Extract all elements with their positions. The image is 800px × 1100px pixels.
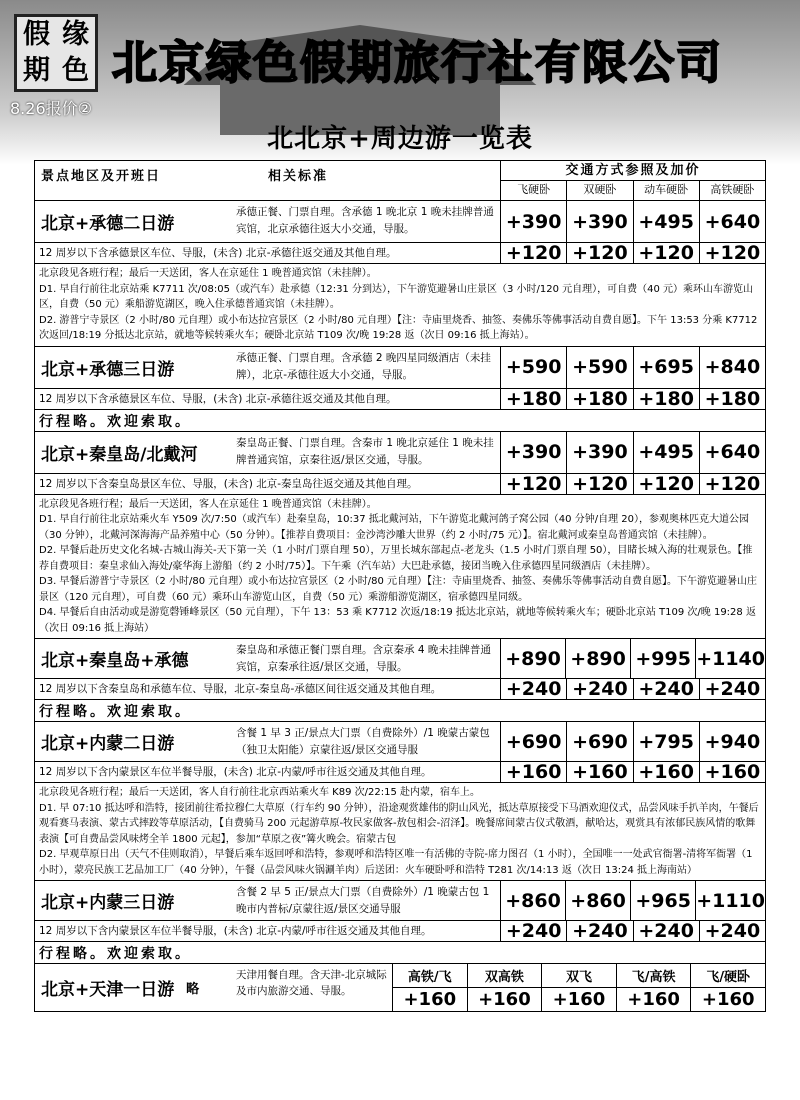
itinerary-line: 北京段见各班行程；最后一天送团，客人自行前往北京西站乘火车 K89 次/22:15 赴内蒙，宿车上。 (39, 787, 481, 798)
price-cell: +795 (633, 722, 699, 761)
tour-name: 北京+内蒙三日游 (41, 893, 175, 913)
tour-name: 北京+秦皇岛/北戴河 (41, 444, 198, 465)
child-price: +240 (566, 679, 632, 699)
tour-name: 北京+天津一日游 略 (41, 980, 200, 1000)
tour-desc: 秦皇岛和承德正餐门票自理。含京秦承 4 晚未挂牌普通宾馆，京秦承往返/景区交通，导服。 (236, 644, 491, 673)
tour-name: 北京+内蒙二日游 (41, 734, 175, 754)
itinerary-line: D1. 早 07:10 抵达呼和浩特，接团前往希拉穆仁大草原（行车约 90 分钟），沿途观赏雄伟的阴山风光，抵达草原接受下马酒欢迎仪式，品尝风味手扒羊肉，午餐后观看赛马表演、蒙古式摔跤等草原活动，【自费骑马 200 元起游草原-牧民家做客-敖包相会-沼泽】。晚餐席间蒙古仪式敬酒，献哈达，观赏具有浓郁民族风情的歌舞表演【可自费品尝风味烤全羊 1800 元起】，参加“草原之夜”篝火晚会。宿蒙古包 (39, 802, 759, 845)
tour-desc: 含餐 2 早 5 正/景点大门票（自费除外）/1 晚蒙古包 1 晚市内普标/京蒙往返/景区交通导服 (236, 886, 490, 915)
child-price: +240 (500, 921, 566, 941)
price-cell: +640 (699, 432, 765, 473)
tour-row (35, 639, 765, 679)
child-price: +120 (566, 474, 632, 494)
header-standard: 相关标准 (268, 169, 329, 184)
price-cell: +860 (500, 881, 565, 920)
itinerary-line: D1. 早自行前往北京站乘 K7711 次/08:05（或汽车）赴承德（12:31 分到达），下午游览避暑山庄景区（3 小时/120 元自理），可自费（40 元）乘环山车游览山区，自费（50 元）乘船游览湖区，晚入住承德普通宾馆（未挂牌）。 (39, 283, 754, 310)
company-name: 北京绿色假期旅行社有限公司 (112, 36, 724, 89)
child-price: +120 (500, 243, 566, 263)
price-cell: +690 (500, 722, 566, 761)
header-transport (500, 161, 765, 200)
tour-desc: 承德正餐、门票自理。含承德 1 晚北京 1 晚未挂牌普通宾馆，北京承德往返大小交通，导服。 (236, 206, 494, 235)
header-destination: 景点地区及开班日 (41, 169, 162, 184)
itinerary-line: D3. 早餐后游普宁寺景区（2 小时/80 元自理）或小布达拉宫景区（2 小时/80 元自理）【注：寺庙里烧香、抽签、奏佛乐等佛事活动自费自愿】。下午游览避暑山庄景区（120 元自理），可自费（60 元）乘环山车游览山区，自费（50 元）乘游船游览湖区，宿承德四星同级。 (39, 576, 758, 603)
logo-char: 色 (62, 55, 89, 86)
price-cell: +995 (630, 639, 695, 678)
child-note: 12 周岁以下含内蒙景区车位半餐导服，(未含) 北京-内蒙/呼市往返交通及其他自理。 (39, 925, 432, 937)
price-cell: +390 (500, 432, 566, 473)
price-cell: +640 (699, 201, 765, 242)
price-cell: +590 (500, 347, 566, 388)
table-header (35, 161, 765, 201)
tour-name: 北京+承德二日游 (41, 214, 175, 234)
itinerary-line: 北京段见各班行程；最后一天送团，客人在京延住 1 晚普通宾馆（未挂牌）。 (39, 268, 377, 279)
tour-table (34, 160, 766, 1012)
mode-label: 飞/高铁 (616, 964, 691, 988)
price-cell: +690 (566, 722, 632, 761)
price-cell: +1110 (695, 881, 765, 920)
mode-label: 飞/硬卧 (690, 964, 765, 988)
logo-char: 期 (23, 55, 50, 86)
tour-row (35, 432, 765, 474)
page-title: 北北京+周边游一览表 (267, 124, 533, 154)
price-cell: +390 (566, 432, 632, 473)
price-cell: +890 (500, 639, 565, 678)
child-price: +160 (500, 762, 566, 782)
price-cell: +160 (467, 988, 542, 1012)
child-price: +180 (699, 389, 765, 409)
tour-desc: 承德正餐、门票自理。含承德 2 晚四星同级酒店（未挂牌），北京-承德往返大小交通，导服。 (236, 351, 491, 381)
child-price: +240 (500, 679, 566, 699)
logo (14, 14, 98, 92)
tour-desc: 含餐 1 早 3 正/景点大门票（自费除外）/1 晚蒙古蒙包（独卫太阳能）京蒙往返/景区交通导服 (236, 727, 490, 756)
tour-name: 北京+承德三日游 (41, 359, 175, 380)
mode-label: 动车硬卧 (633, 181, 699, 200)
child-price: +180 (500, 389, 566, 409)
mode-label: 高铁/飞 (392, 964, 467, 988)
mode-label: 双高铁 (467, 964, 542, 988)
child-price: +160 (633, 762, 699, 782)
child-note: 12 周岁以下含秦皇岛和承德车位、导服，北京-秦皇岛-承德区间往返交通及其他自理。 (39, 683, 442, 695)
tour-row (35, 722, 765, 762)
child-price: +180 (633, 389, 699, 409)
price-cell: +1140 (695, 639, 765, 678)
child-note: 12 周岁以下含秦皇岛景区车位、导服，(未含) 北京-秦皇岛往返交通及其他自理。 (39, 477, 418, 490)
child-note: 12 周岁以下含承德景区车位、导服，(未含) 北京-承德往返交通及其他自理。 (39, 392, 397, 405)
itinerary-line: D2. 游普宁寺景区（2 小时/80 元自理）或小布达拉宫景区（2 小时/80 元自理）【注：寺庙里烧香、抽签、奏佛乐等佛事活动自费自愿】。下午 13:53 分乘 K7712 次返回/18:19 分抵达北京站，就地等候转乘火车；硬卧北京站 T109 次/晚 19:28 返（次日 09:16 抵上海站）。 (39, 314, 758, 341)
child-row (35, 243, 765, 264)
child-price: +120 (699, 243, 765, 263)
child-row (35, 389, 765, 410)
price-cell: +390 (500, 201, 566, 242)
price-tag: 8.26报价② (10, 99, 92, 118)
logo-char: 假 (23, 19, 50, 50)
price-cell: +495 (633, 432, 699, 473)
itinerary-brief: 行程略。欢迎索取。 (35, 700, 765, 722)
price-cell: +940 (699, 722, 765, 761)
price-cell: +965 (630, 881, 695, 920)
child-price: +240 (633, 921, 699, 941)
child-price: +240 (699, 921, 765, 941)
tour-row (35, 347, 765, 389)
itinerary (35, 783, 765, 881)
price-cell: +860 (565, 881, 630, 920)
mode-label: 飞硬卧 (517, 183, 551, 196)
child-price: +120 (699, 474, 765, 494)
price-cell: +160 (541, 988, 616, 1012)
tour-desc: 秦皇岛正餐、门票自理。含秦市 1 晚北京延住 1 晚未挂牌普通宾馆，京秦往返/景区交通，导服。 (236, 436, 494, 466)
child-price: +120 (566, 243, 632, 263)
tour-row (35, 881, 765, 921)
price-cell: +160 (690, 988, 765, 1012)
child-note: 12 周岁以下含内蒙景区车位半餐导服，(未含) 北京-内蒙/呼市往返交通及其他自理。 (39, 766, 432, 778)
child-row (35, 921, 765, 942)
child-row (35, 474, 765, 495)
child-row (35, 762, 765, 783)
itinerary-line: D4. 早餐后自由活动或是游览磬锤峰景区（50 元自理），下午 13：53 乘 K7712 次返/18:19 抵达北京站，就地等候转乘火车；硬卧北京站 T109 次/晚 19:28 返（次日 09:16 抵上海站） (39, 607, 756, 634)
tour-row (35, 201, 765, 243)
itinerary-line: D1. 早自行前往北京站乘火车 Y509 次/7:50（或汽车）赴秦皇岛，10:37 抵北戴河站，下午游览北戴河鸽子窝公园（40 分钟/自理 20），参观奥林匹克大道公园（30 分钟），北戴河深海海产品养殖中心（50 分钟）。【推荐自费项目：金沙湾沙雕大世界（约 2 小时/75 元）】。宿北戴河或秦皇岛普通宾馆（未挂牌）。 (39, 514, 749, 541)
child-price: +120 (633, 243, 699, 263)
itinerary (35, 264, 765, 347)
itinerary-brief: 行程略。欢迎索取。 (35, 410, 765, 432)
child-price: +240 (566, 921, 632, 941)
price-cell: +890 (565, 639, 630, 678)
child-price: +180 (566, 389, 632, 409)
itinerary (35, 495, 765, 640)
header-transport-title: 交通方式参照及加价 (501, 161, 765, 181)
price-cell: +840 (699, 347, 765, 388)
price-cell: +495 (633, 201, 699, 242)
itinerary-line: D2. 早观草原日出（天气不佳则取消），早餐后乘车返回呼和浩特，参观呼和浩特区唯一有活佛的寺院-席力图召（1 小时），全国唯一一处武官衙署-清将军衙署（1 小时），蒙亮民族工艺品加工厂（40 分钟），午餐（品尝风味火锅涮羊肉）后送团：火车硬卧呼和浩特 T281 次/14:13 返（次日 13:24 抵上海南站） (39, 849, 753, 876)
child-note: 12 周岁以下含承德景区车位、导服，(未含) 北京-承德往返交通及其他自理。 (39, 247, 397, 259)
child-price: +240 (699, 679, 765, 699)
child-price: +160 (566, 762, 632, 782)
child-price: +120 (633, 474, 699, 494)
logo-char: 缘 (62, 19, 89, 50)
tour-row (35, 964, 765, 1011)
price-cell: +590 (566, 347, 632, 388)
tour-desc: 天津用餐自理。含天津-北京城际及市内旅游交通、导服。 (236, 969, 387, 997)
price-cell: +390 (566, 201, 632, 242)
child-row (35, 679, 765, 700)
child-price: +120 (500, 474, 566, 494)
child-price: +160 (699, 762, 765, 782)
itinerary-line: D2. 早餐后赴历史文化名城-古城山海关-天下第一关（1 小时/门票自理 50），万里长城东部起点-老龙头（1.5 小时/门票自理 50），目睹长城入海的壮观景色。【推荐自费项目：秦皇求仙入海处/豪华海上游船（约 2 小时/75）】。下午乘（汽车站）大巴赴承德，接团当晚入住承德四星同级酒店（未挂牌）。 (39, 545, 753, 572)
tour-name: 北京+秦皇岛+承德 (41, 651, 189, 671)
price-cell: +160 (392, 988, 467, 1012)
mode-label: 双飞 (541, 964, 616, 988)
price-cell: +695 (633, 347, 699, 388)
mode-label: 双硬卧 (566, 181, 632, 200)
price-cell: +160 (616, 988, 691, 1012)
mode-label: 高铁硬卧 (699, 181, 765, 200)
child-price: +240 (633, 679, 699, 699)
itinerary-line: 北京段见各班行程；最后一天送团，客人在京延住 1 晚普通宾馆（未挂牌）。 (39, 498, 377, 510)
itinerary-brief: 行程略。欢迎索取。 (35, 942, 765, 964)
